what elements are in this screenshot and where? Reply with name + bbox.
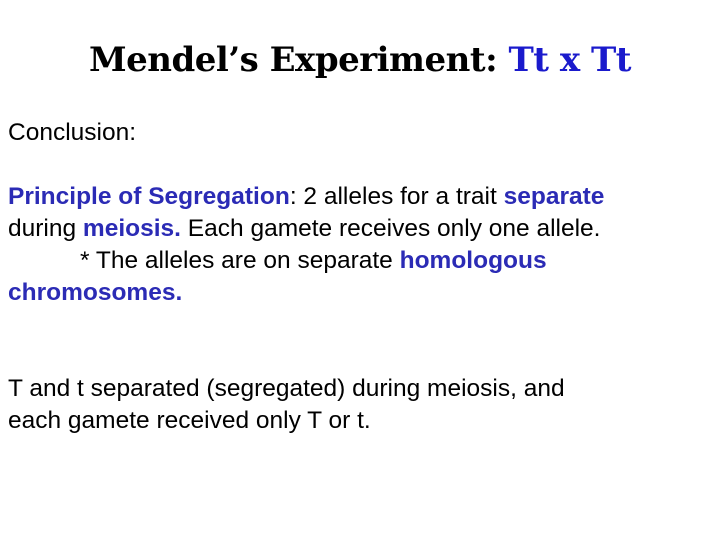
principle-line-4 [8,277,708,309]
homologous-term: homologous [399,247,547,274]
principle-line-2 [8,213,708,245]
principle-note [8,245,708,277]
chromosomes-term: chromosomes. [8,279,183,306]
principle-line2-a: during [8,215,83,242]
title-main: Mendel’s Experiment: [89,40,498,80]
slide-title [0,40,720,80]
principle-text-a: 2 alleles for a trait [296,183,504,210]
spacer [8,341,708,373]
slide-body [8,117,708,437]
summary-line-1: T and t separated (segregated) during meiosis, and [8,375,565,402]
meiosis-term: meiosis. [82,215,181,242]
separate-term: separate [503,183,605,210]
spacer [8,149,708,181]
summary-line-2: each gamete received only T or t. [8,407,371,434]
spacer [8,309,708,341]
principle-line-1 [8,181,708,213]
principle-term: Principle of Segregation [8,183,290,210]
conclusion-label: Conclusion: [8,119,137,146]
title-cross: Tt x Tt [508,40,631,80]
principle-colon: : [289,183,297,210]
principle-note-a: * The alleles are on separate [80,247,400,274]
principle-line2-b: Each gamete receives only one allele. [180,215,601,242]
